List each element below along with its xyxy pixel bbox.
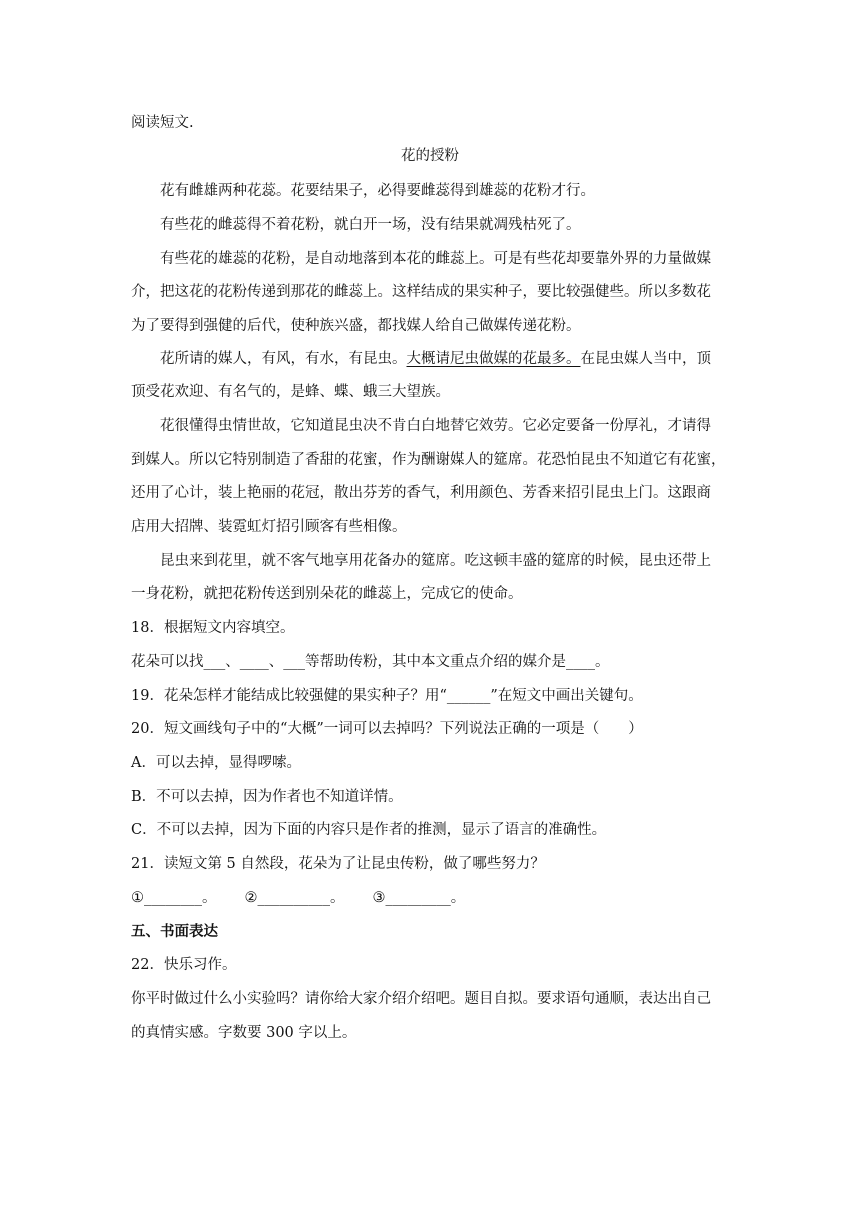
section-5-heading: 五、书面表达	[131, 923, 218, 940]
passage-paragraph-3-line-3: 为了要得到强健的后代，使种族兴盛，都找媒人给自己做媒传递花粉。	[131, 318, 581, 334]
q21-blank-3: ③_________。	[372, 890, 466, 906]
passage-paragraph-5-line-3: 还用了心计，装上艳丽的花冠，散出芬芳的香气，利用颜色、芳香来招引昆虫上门。这跟商	[131, 485, 711, 501]
q21-blank-1: ①________。	[131, 890, 217, 906]
passage-paragraph-6-line-1: 昆虫来到花里，就不客气地享用花备办的筵席。吃这顿丰盛的筵席的时候，昆虫还带上	[160, 553, 711, 569]
question-20-option-b: B．不可以去掉，因为作者也不知道详情。	[131, 789, 403, 805]
underlined-sentence: 大概请尼虫做媒的花最多。	[406, 351, 581, 367]
question-20: 20．短文画线句子中的“大概”一词可以去掉吗？下列说法正确的一项是（ ）	[131, 721, 643, 737]
passage-paragraph-4-line-2: 顶受花欢迎、有名气的，是蜂、蝶、蛾三大望族。	[131, 384, 450, 400]
p4-text-before: 花所请的媒人，有风，有水，有昆虫。	[160, 351, 407, 367]
question-22-prompt-line-2: 的真情实感。字数要 300 字以上。	[131, 1025, 357, 1041]
passage-paragraph-3-line-1: 有些花的雄蕊的花粉，是自动地落到本花的雌蕊上。可是有些花却要靠外界的力量做媒	[160, 251, 711, 267]
passage-paragraph-2: 有些花的雌蕊得不着花粉，就白开一场，没有结果就凋残枯死了。	[160, 217, 581, 233]
passage-paragraph-3-line-2: 介，把这花的花粉传递到那花的雌蕊上。这样结成的果实种子，要比较强健些。所以多数花	[131, 284, 711, 300]
question-18: 18．根据短文内容填空。	[131, 620, 295, 636]
question-20-option-a: A．可以去掉，显得啰嗦。	[131, 755, 301, 771]
q21-blank-2: ②__________。	[244, 890, 345, 906]
reading-instruction: 阅读短文.	[131, 115, 194, 131]
passage-title: 花的授粉	[401, 148, 459, 164]
passage-paragraph-4-line-1	[160, 349, 731, 369]
question-22-prompt-line-1: 你平时做过什么小实验吗？请你给大家介绍介绍吧。题目自拟。要求语句通顺，表达出自己	[131, 991, 711, 1007]
question-22: 22．快乐习作。	[131, 957, 237, 973]
passage-paragraph-5-line-2: 到媒人。所以它特别制造了香甜的花蜜，作为酬谢媒人的筵席。花恐怕昆虫不知道它有花蜜，	[131, 452, 726, 468]
question-19: 19．花朵怎样才能结成比较强健的果实种子？用“______”在短文中画出关键句。	[131, 688, 643, 704]
question-18-fill: 花朵可以找___、____、___等帮助传粉，其中本文重点介绍的媒介是____。	[131, 654, 610, 670]
passage-paragraph-5-line-4: 店用大招牌、装霓虹灯招引顾客有些相像。	[131, 519, 407, 535]
passage-paragraph-6-line-2: 一身花粉，就把花粉传送到别朵花的雌蕊上，完成它的使命。	[131, 586, 523, 602]
passage-paragraph-1: 花有雌雄两种花蕊。花要结果子，必得要雌蕊得到雄蕊的花粉才行。	[160, 183, 595, 199]
question-21: 21．读短文第 5 自然段，花朵为了让昆虫传粉，做了哪些努力？	[131, 856, 545, 872]
question-20-option-c: C．不可以去掉，因为下面的内容只是作者的推测，显示了语言的准确性。	[131, 822, 607, 838]
passage-paragraph-5-line-1: 花很懂得虫情世故，它知道昆虫决不肯白白地替它效劳。它必定要备一份厚礼，才请得	[160, 418, 711, 434]
p4-text-after: 在昆虫媒人当中，顶	[580, 351, 711, 367]
question-21-blanks	[131, 888, 731, 908]
